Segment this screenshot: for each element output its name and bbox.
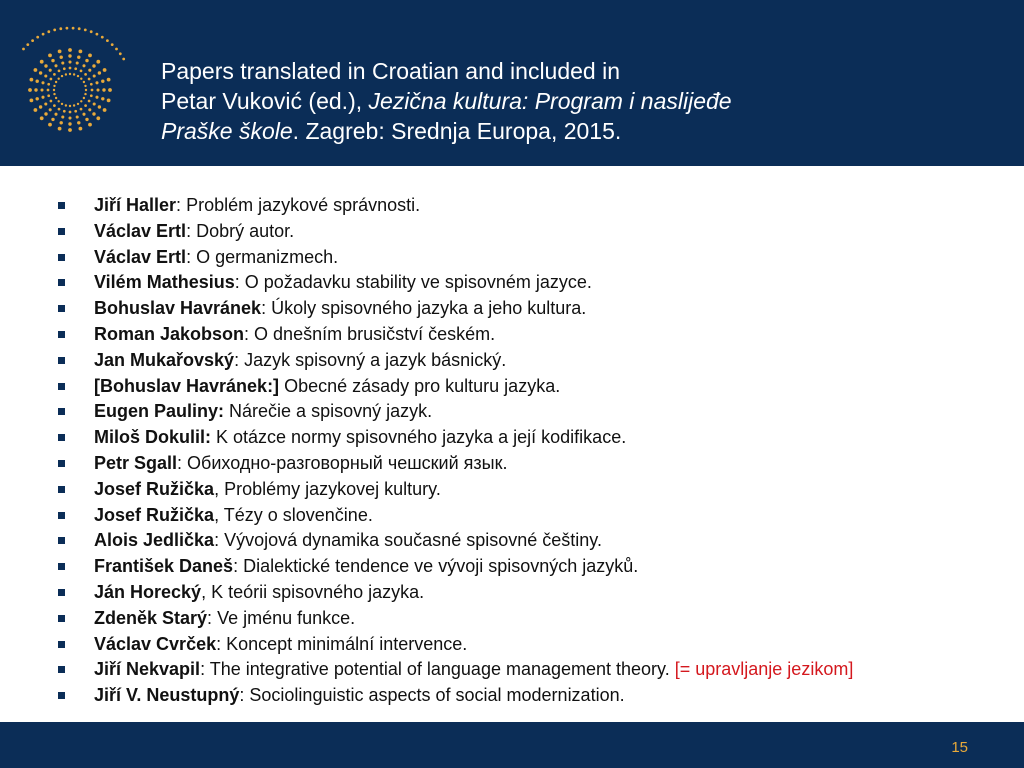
list-item [56, 683, 853, 709]
square-bullet-icon [58, 512, 65, 519]
square-bullet-icon [58, 563, 65, 570]
square-bullet-icon [58, 641, 65, 648]
author-name: Jiří Haller [94, 195, 177, 215]
list-item [56, 219, 853, 245]
author-name: Zdeněk Starý [94, 607, 208, 628]
title-line-2 [161, 86, 732, 116]
separator: : [186, 220, 192, 241]
square-bullet-icon [58, 460, 65, 467]
separator: , [214, 478, 220, 499]
header-banner [0, 0, 1024, 166]
title-line-3-plain: . Zagreb: Srednja Europa, 2015. [292, 118, 622, 144]
paper-title: Ve jménu funkce. [212, 607, 356, 628]
square-bullet-icon [58, 228, 65, 235]
author-name: František Daneš [94, 556, 234, 577]
list-item [56, 193, 853, 219]
separator: : [216, 633, 222, 654]
footer-bar [0, 722, 1024, 768]
paper-title: K teórii spisovného jazyka. [206, 581, 425, 602]
paper-title: Dobrý autor. [191, 220, 295, 241]
paper-title: Obecné zásady pro kulturu jazyka. [279, 375, 561, 396]
square-bullet-icon [58, 305, 65, 312]
list-item [56, 270, 853, 296]
separator: : [186, 246, 192, 267]
square-bullet-icon [58, 666, 65, 673]
square-bullet-icon [58, 254, 65, 261]
author-name: Ján Horecký [94, 581, 202, 602]
separator: : [233, 556, 239, 577]
author-name: Josef Ružička [94, 504, 215, 525]
paper-title: Problém jazykové správnosti. [181, 195, 421, 215]
paper-title: Обиходно-разговорный чешский язык. [182, 452, 508, 473]
separator: : [207, 607, 213, 628]
square-bullet-icon [58, 383, 65, 390]
separator: : [234, 349, 240, 370]
list-item [56, 348, 853, 374]
author-name: Bohuslav Havránek [94, 298, 262, 319]
title-line-1: Papers translated in Croatian and included in [161, 58, 621, 84]
separator: : [234, 272, 240, 293]
author-name: Roman Jakobson [94, 323, 245, 344]
author-name: Eugen Pauliny: [94, 401, 225, 422]
author-name: Jiří V. Neustupný [94, 685, 240, 706]
list-item [56, 554, 853, 580]
list-item [56, 245, 853, 271]
paper-title: Nárečie a spisovný jazyk. [224, 401, 433, 422]
author-name: Josef Ružička [94, 478, 215, 499]
page-number: 15 [951, 739, 968, 756]
list-item [56, 606, 853, 632]
paper-title: O dnešním brusičství českém. [249, 323, 496, 344]
list-item [56, 657, 853, 683]
slide-title [161, 56, 732, 146]
paper-title: Jazyk spisovný a jazyk básnický. [239, 349, 507, 370]
separator: : [177, 452, 183, 473]
list-item [56, 399, 853, 425]
list-item [56, 296, 853, 322]
list-item [56, 632, 853, 658]
translation-note: [= upravljanje jezikom] [674, 659, 854, 680]
title-line-3-italic: Praške škole [161, 118, 293, 144]
paper-title: O požadavku stability ve spisovném jazyce. [239, 272, 592, 293]
paper-title: Úkoly spisovného jazyka a jeho kultura. [266, 298, 587, 319]
author-name: Miloš Dokulil: [94, 427, 211, 448]
square-bullet-icon [58, 434, 65, 441]
list-item [56, 477, 853, 503]
paper-title: Vývojová dynamika současné spisovné češtiny. [219, 530, 602, 551]
author-name: Václav Ertl [94, 246, 187, 267]
paper-title: Koncept minimální intervence. [221, 633, 468, 654]
paper-title: Sociolinguistic aspects of social modernization. [244, 685, 625, 706]
title-line-3 [161, 116, 732, 146]
square-bullet-icon [58, 486, 65, 493]
square-bullet-icon [58, 279, 65, 286]
list-item [56, 322, 853, 348]
author-name: Václav Cvrček [94, 633, 217, 654]
square-bullet-icon [58, 537, 65, 544]
separator: : [239, 685, 245, 706]
list-item [56, 374, 853, 400]
paper-title: K otázce normy spisovného jazyka a její kodifikace. [211, 427, 627, 448]
author-name: Jiří Nekvapil [94, 659, 201, 680]
separator: , [214, 504, 220, 525]
list-item [56, 580, 853, 606]
author-name: Václav Ertl [94, 220, 187, 241]
paper-title: The integrative potential of language management theory. [205, 659, 675, 680]
author-name: Vilém Mathesius [94, 272, 235, 293]
square-bullet-icon [58, 692, 65, 699]
paper-title: O germanizmech. [191, 246, 339, 267]
separator: : [214, 530, 220, 551]
paper-list [56, 193, 853, 709]
separator: , [201, 581, 207, 602]
title-line-2-italic: Jezična kultura: Program i naslijeđe [368, 88, 732, 114]
paper-title: Problémy jazykovej kultury. [219, 478, 441, 499]
separator: : [244, 323, 250, 344]
author-name: Alois Jedlička [94, 530, 215, 551]
separator: : [261, 298, 267, 319]
square-bullet-icon [58, 357, 65, 364]
square-bullet-icon [58, 202, 65, 209]
paper-title: Tézy o slovenčine. [219, 504, 373, 525]
square-bullet-icon [58, 615, 65, 622]
title-line-2-plain: Petar Vuković (ed.), [161, 88, 369, 114]
list-item [56, 451, 853, 477]
author-name: Jan Mukařovský [94, 349, 235, 370]
list-item [56, 425, 853, 451]
author-name: [Bohuslav Havránek:] [94, 375, 280, 396]
author-name: Petr Sgall [94, 452, 178, 473]
paper-title: Dialektické tendence ve vývoji spisovných jazyků. [238, 556, 639, 577]
separator: : [176, 195, 182, 215]
list-item [56, 503, 853, 529]
square-bullet-icon [58, 589, 65, 596]
square-bullet-icon [58, 408, 65, 415]
list-item [56, 528, 853, 554]
square-bullet-icon [58, 331, 65, 338]
separator: : [200, 659, 206, 680]
sun-rays-logo-icon [22, 12, 142, 152]
